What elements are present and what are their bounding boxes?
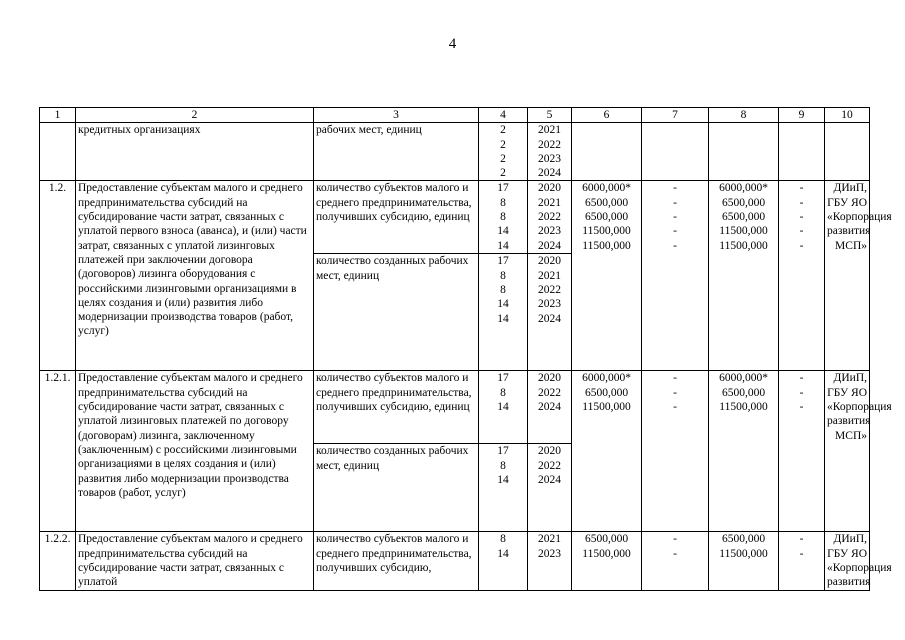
- cell-empty: [642, 123, 709, 181]
- cell-regional-funding: 6500,000 11500,000: [709, 532, 779, 591]
- header-cell: 9: [779, 108, 825, 123]
- cell-executor: [825, 532, 892, 591]
- header-cell: 3: [314, 108, 479, 123]
- header-cell: 5: [528, 108, 572, 123]
- header-row: [40, 108, 870, 123]
- cell-indicator-values: 17 8 14: [479, 444, 528, 532]
- cell-years: 2020 2021 2022 2023 2024: [528, 181, 572, 254]
- cell-indicator: количество субъектов малого и среднего предпринимательства, получивших субсидию, единиц: [314, 371, 479, 444]
- measures-table: [39, 107, 892, 591]
- cell-indicator-text: количество субъектов малого и среднего предпринимательства, получивших субсидию,: [316, 533, 472, 575]
- cell-description: кредитных организациях: [76, 123, 314, 181]
- cell-executor: ДИиП, ГБУ ЯО «Корпорация развития МСП»: [825, 181, 870, 371]
- cell-description: [76, 532, 314, 591]
- cell-description: Предоставление субъектам малого и среднего предпринимательства субсидий на субсидирование части затрат, связанных с уплатой лизинговых платежей по договору (договорам) лизинга, заключенному (заключенным) с российскими лизинговыми организациями в целях создания и (или) развития либо модернизации производства товаров (работ, услуг): [76, 371, 314, 532]
- cell-indicator-values: 8 14: [479, 532, 528, 591]
- cell-total-funding: 6000,000* 6500,000 6500,000 11500,000 11500,000: [572, 181, 642, 371]
- header-cell: 2: [76, 108, 314, 123]
- table-row: [40, 532, 870, 591]
- cell-description-text: Предоставление субъектам малого и среднего предпринимательства субсидий на субсидирование части затрат, связанных с уплатой: [78, 533, 303, 589]
- page-number: 4: [448, 36, 457, 52]
- header-cell: 6: [572, 108, 642, 123]
- cell-years: 2020 2022 2024: [528, 371, 572, 444]
- cell-description: Предоставление субъектам малого и среднего предпринимательства субсидий на субсидирование части затрат, связанных с уплатой первого взноса (аванса), и (или) части затрат, связанных с уплатой лизинговых платежей при заключении договора (договоров) лизинга оборудования с российскими лизинговыми организациями в целях создания и (или) развития либо модернизации производства товаров (работ, услуг): [76, 181, 314, 371]
- cell-indicator: [314, 532, 479, 591]
- cell-empty: [825, 123, 870, 181]
- cell-regional-funding: 6000,000* 6500,000 11500,000: [709, 371, 779, 532]
- cell-indicator: рабочих мест, единиц: [314, 123, 479, 181]
- cell-regional-funding: 6000,000* 6500,000 6500,000 11500,000 11500,000: [709, 181, 779, 371]
- cell-number: 1.2.: [40, 181, 76, 371]
- cell-indicator: количество созданных рабочих мест, единиц: [314, 254, 479, 371]
- cell-col7: - - - - -: [642, 181, 709, 371]
- cell-col9: - -: [779, 532, 825, 591]
- cell-col9: - - - - -: [779, 181, 825, 371]
- cell-executor: ДИиП, ГБУ ЯО «Корпорация развития МСП»: [825, 371, 870, 532]
- table-row: [40, 371, 870, 444]
- cell-empty: [572, 123, 642, 181]
- cell-total-funding: 6500,000 11500,000: [572, 532, 642, 591]
- cell-indicator-values: 17 8 8 14 14: [479, 254, 528, 371]
- cell-years: 2020 2022 2024: [528, 444, 572, 532]
- header-cell: 8: [709, 108, 779, 123]
- cell-number: [40, 123, 76, 181]
- cell-total-funding: 6000,000* 6500,000 11500,000: [572, 371, 642, 532]
- cell-years: 2021 2022 2023 2024: [528, 123, 572, 181]
- table-row: [40, 181, 870, 254]
- cell-empty: [709, 123, 779, 181]
- cell-years: 2020 2021 2022 2023 2024: [528, 254, 572, 371]
- cell-col7: - - -: [642, 371, 709, 532]
- cell-number: 1.2.1.: [40, 371, 76, 532]
- cell-indicator-values: 17 8 8 14 14: [479, 181, 528, 254]
- cell-col9: - - -: [779, 371, 825, 532]
- cell-col7: - -: [642, 532, 709, 591]
- header-cell: 10: [825, 108, 870, 123]
- cell-years: 2021 2023: [528, 532, 572, 591]
- table-row: [40, 123, 870, 181]
- header-cell: 7: [642, 108, 709, 123]
- header-cell: 1: [40, 108, 76, 123]
- header-cell: 4: [479, 108, 528, 123]
- cell-empty: [779, 123, 825, 181]
- cell-indicator-values: 2 2 2 2: [479, 123, 528, 181]
- cell-executor-text: ДИиП, ГБУ ЯО «Корпорация развития: [827, 533, 892, 589]
- cell-indicator: количество созданных рабочих мест, единиц: [314, 444, 479, 532]
- cell-indicator: количество субъектов малого и среднего предпринимательства, получивших субсидию, единиц: [314, 181, 479, 254]
- cell-indicator-values: 17 8 14: [479, 371, 528, 444]
- cell-number: 1.2.2.: [40, 532, 76, 591]
